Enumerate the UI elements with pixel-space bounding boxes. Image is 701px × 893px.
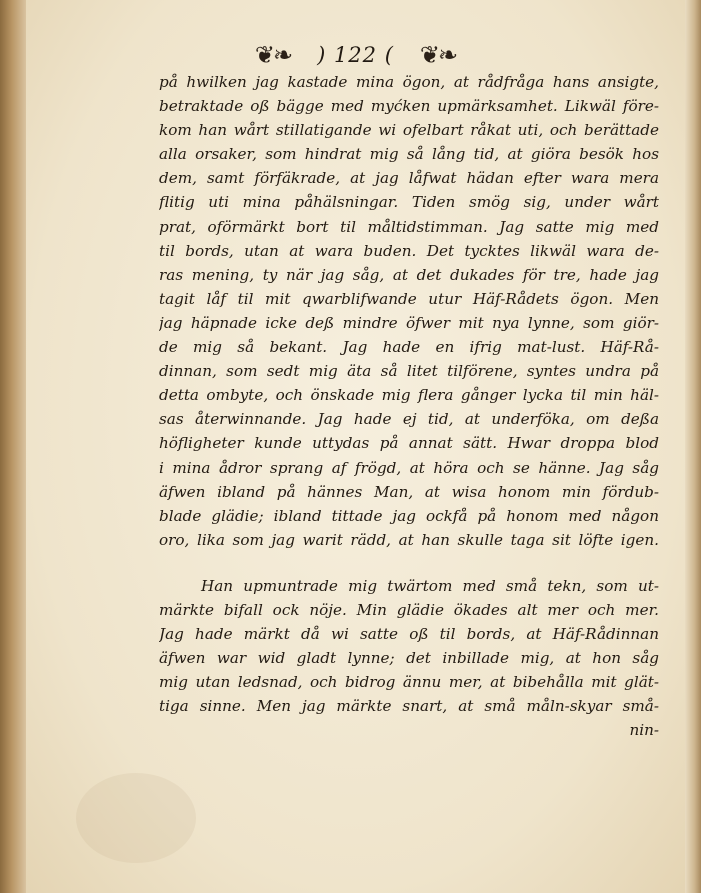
text-line: höfligheter kunde uttydas på annat sätt. Hwar droppa blod (159, 434, 659, 453)
text-line: til bords, utan at wara buden. Det tycktes likwäl wara de- (159, 241, 659, 260)
text-line: blade glädie; ibland tittade jag ockfå på honom med någon (159, 506, 659, 525)
text-line: detta ombyte, och önskade mig flera gånger lycka til min häl- (159, 386, 659, 405)
body-text (159, 70, 659, 743)
page-header (26, 38, 685, 72)
page-number: ) 122 ( (317, 43, 394, 67)
text-line: Jag hade märkt då wi satte oß til bords, at Häf-Rådinnan (159, 625, 659, 644)
text-line: mig utan ledsnad, och bidrog ännu mer, at bibehålla mit glät- (159, 673, 659, 692)
paragraph-gap (159, 552, 659, 574)
text-line: tiga sinne. Men jag märkte snart, at små måln-skyar små- (159, 697, 659, 716)
text-line: alla orsaker, som hindrat mig så lång tid, at giöra besök hos (159, 145, 659, 164)
text-line: ras mening, ty när jag såg, at det dukades för tre, hade jag (159, 265, 659, 284)
catchword: nin- (629, 721, 659, 740)
text-line: dinnan, som sedt mig äta så litet tilförene, syntes undra på (159, 362, 659, 381)
ornament-right-icon: ❦❧ (419, 41, 457, 69)
text-line: äfwen ibland på hännes Man, at wisa honom min fördub- (159, 482, 659, 501)
text-line: prat, oförmärkt bort til måltidstimman. Jag satte mig med (159, 217, 659, 236)
book-page (26, 0, 685, 893)
book-spine-edge (0, 0, 26, 893)
paragraph-1 (159, 70, 659, 552)
text-line: sas återwinnande. Jag hade ej tid, at underföka, om deßa (159, 410, 659, 429)
text-line: på hwilken jag kastade mina ögon, at rådfråga hans ansigte, (159, 73, 659, 91)
text-line: Han upmuntrade mig twärtom med små tekn, som ut- (201, 576, 659, 595)
text-line: dem, samt förfäkrade, at jag låfwat hädan efter wara mera (159, 169, 659, 188)
ornament-left-icon: ❦❧ (254, 41, 292, 69)
text-line: i mina ådror sprang af frögd, at höra och se hänne. Jag såg (159, 458, 659, 477)
page-right-edge (685, 0, 701, 893)
text-line: äfwen war wid gladt lynne; det inbillade mig, at hon såg (159, 649, 659, 668)
text-line: tagit låf til mit qwarblifwande utur Häf-Rådets ögon. Men (159, 289, 659, 308)
text-line: oro, lika som jag warit rädd, at han skulle taga sit löfte igen. (159, 530, 659, 549)
text-line: betraktade oß bägge med myćken upmärksamhet. Likwäl före- (159, 97, 659, 116)
text-line: flitig uti mina påhälsningar. Tiden smög sig, under wårt (159, 193, 659, 212)
text-line: de mig så bekant. Jag hade en ifrig mat-lust. Häf-Rå- (159, 338, 659, 357)
text-line: kom han wårt stillatigande wi ofelbart råkat uti, och berättade (159, 121, 659, 140)
paragraph-2 (159, 574, 659, 719)
text-line: jag häpnade icke deß mindre öfwer mit nya lynne, som giör- (159, 313, 659, 332)
text-line: märkte bifall ock nöje. Min glädie ökades alt mer och mer. (159, 600, 659, 619)
paper-stain (76, 773, 196, 863)
